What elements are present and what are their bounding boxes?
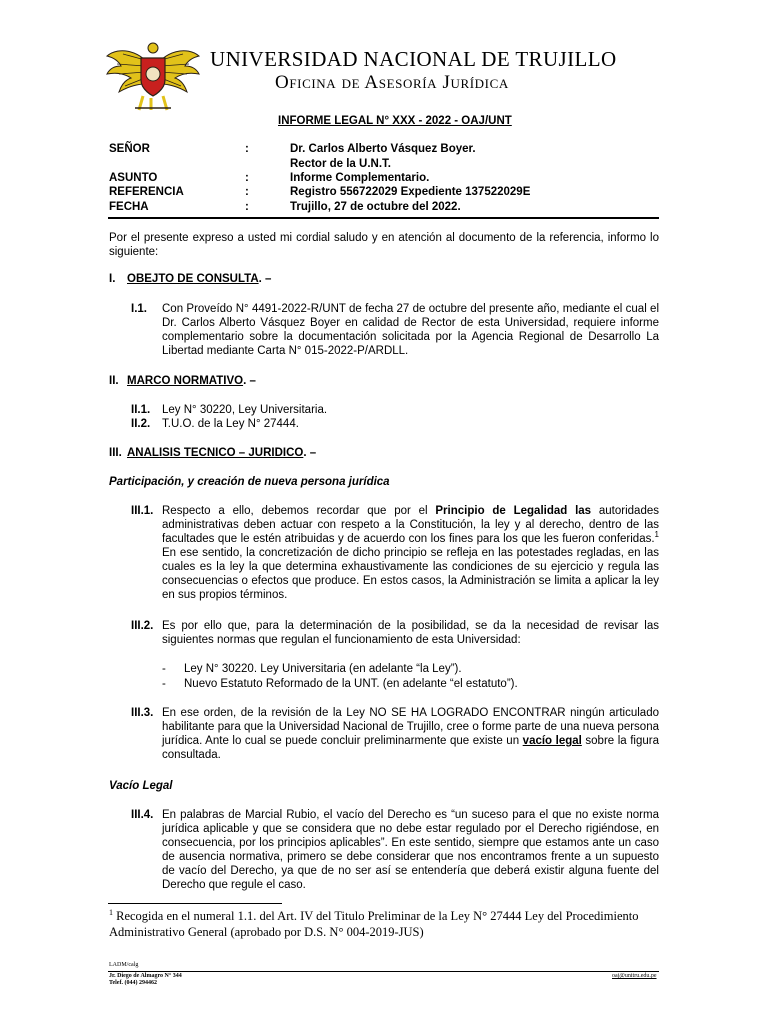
- paragraph-number: II.2.: [131, 418, 151, 430]
- footnote-ref: 1: [654, 530, 659, 540]
- paragraph-iii2: Es por ello que, para la determinación de la posibilidad, se da la necesidad de revisar las siguientes normas que regulan el funcionamiento de esta Universidad:: [162, 620, 659, 646]
- field-colon: :: [245, 186, 249, 198]
- section-title: OBEJTO DE CONSULTA: [127, 273, 259, 285]
- author-initials: LADM/calg: [109, 962, 139, 968]
- header-divider: [108, 217, 659, 219]
- field-value: Registro 556722029 Expediente 137522029E: [290, 186, 531, 198]
- document-title: INFORME LEGAL N° XXX - 2022 - OAJ/UNT: [278, 115, 512, 127]
- list-item: Nuevo Estatuto Reformado de la UNT. (en adelante “el estatuto”).: [184, 678, 518, 690]
- paragraph-number: III.1.: [131, 505, 154, 517]
- university-crest-icon: [105, 40, 201, 112]
- text-run: autoridades administrativas deben actuar con respeto a la Constitución, la ley y al derecho, dentro de las facultades que le estén atribuidas y de acuerdo con los fines para los que les fueron conferidas.: [162, 505, 659, 545]
- bullet-dash: -: [162, 663, 166, 675]
- text-run: sobre la figura consultada.: [162, 735, 659, 761]
- paragraph-number: III.2.: [131, 620, 154, 632]
- footer-email[interactable]: oaj@unitru.edu.pe: [612, 973, 657, 979]
- list-item: Ley N° 30220. Ley Universitaria (en adelante “la Ley”).: [184, 663, 462, 675]
- section-3-heading: [109, 446, 316, 460]
- field-colon: :: [245, 172, 249, 184]
- paragraph-i1: Con Proveído N° 4491-2022-R/UNT de fecha 27 de octubre del presente año, mediante el cual el Dr. Carlos Alberto Vásquez Boyer en calidad de Rector de esta Universidad, requiere informe complementario sobre la documentación solicitada por la Agencia Regional de Desarrollo La Libertad mediante Carta N° 015-2022-P/ARDLL.: [162, 303, 659, 357]
- field-label: REFERENCIA: [109, 186, 184, 198]
- section-suffix: . –: [243, 375, 256, 387]
- text-run: Respecto a ello, debemos recordar que por el: [162, 505, 428, 517]
- footnote-text: Recogida en el numeral 1.1. del Art. IV del Titulo Preliminar de la Ley N° 27444 Ley del Procedimiento Administrativo General (aprobado por D.S. N° 004-2019-JUS): [109, 909, 639, 939]
- footer-phone: Telef. (044) 294462: [109, 980, 157, 986]
- intro-paragraph: Por el presente expreso a usted mi cordial saludo y en atención al documento de la referencia, informo lo siguiente:: [109, 232, 659, 258]
- section-number: II.: [109, 375, 119, 387]
- footnote: [109, 908, 659, 940]
- text-run: En ese orden, de la revisión de la Ley NO SE HA LOGRADO ENCONTRAR ningún articulado habilitante para que la Universidad Nacional de Trujillo, cree o forme parte de una nueva persona jurídica. Ante lo cual se puede concluir preliminarmente que existe un: [162, 707, 659, 747]
- field-colon: :: [245, 201, 249, 213]
- legal-gap-term: vacío legal: [522, 735, 582, 747]
- section-2-heading: [109, 374, 256, 388]
- paragraph-iii3: [162, 706, 659, 762]
- paragraph-number: I.1.: [131, 303, 147, 315]
- field-value: Trujillo, 27 de octubre del 2022.: [290, 201, 461, 213]
- office-name: Oficina de Asesoría Jurídica: [275, 72, 509, 93]
- field-value: Rector de la U.N.T.: [290, 158, 391, 170]
- paragraph-number: III.4.: [131, 809, 154, 821]
- subheading-participacion: Participación, y creación de nueva persona jurídica: [109, 476, 390, 488]
- field-value: Dr. Carlos Alberto Vásquez Boyer.: [290, 143, 476, 155]
- footer-divider: [108, 971, 659, 972]
- section-suffix: . –: [258, 273, 272, 285]
- legality-principle: Principio de Legalidad las: [435, 505, 592, 517]
- paragraph-number: III.3.: [131, 707, 154, 719]
- footnote-mark: 1: [109, 907, 113, 917]
- text-run: En ese sentido, la concretización de dicho principio se refleja en las potestades regladas, en las cuales es la ley la que determina exhaustivamente las condiciones de su ejercicio y regula las consecuencias o efectos que produce. En estos casos, la Administración se limita a aplicar la ley en sus propios términos.: [162, 547, 659, 601]
- university-name: UNIVERSIDAD NACIONAL DE TRUJILLO: [210, 47, 617, 71]
- field-colon: :: [245, 143, 249, 155]
- section-title: ANALISIS TECNICO – JURIDICO: [127, 447, 304, 459]
- footnote-divider: [108, 903, 282, 904]
- field-label: FECHA: [109, 201, 149, 213]
- field-label: ASUNTO: [109, 172, 158, 184]
- section-title: MARCO NORMATIVO: [127, 375, 244, 387]
- section-1-heading: [109, 272, 271, 286]
- bullet-dash: -: [162, 678, 166, 690]
- norm-item: Ley N° 30220, Ley Universitaria.: [162, 404, 328, 416]
- paragraph-iii1: [162, 504, 659, 602]
- footer-address: Jr. Diego de Almagro N° 344: [109, 973, 182, 979]
- norm-item: T.U.O. de la Ley N° 27444.: [162, 418, 299, 430]
- paragraph-number: II.1.: [131, 404, 151, 416]
- section-number: III.: [109, 447, 122, 459]
- field-label: SEÑOR: [109, 143, 150, 155]
- section-number: I.: [109, 273, 116, 285]
- field-value: Informe Complementario.: [290, 172, 430, 184]
- subheading-vacio-legal: Vacío Legal: [109, 780, 173, 792]
- paragraph-iii4: En palabras de Marcial Rubio, el vacío del Derecho es “un suceso para el que no existe norma jurídica aplicable y que se considera que no debe estar regulado por el Derecho rigiéndose, en consecuencia, por los principios aplicables”. En este sentido, siempre que estamos ante un caso de ausencia normativa, primero se debe considerar que nos encontramos frente a un supuesto de vacío del Derecho, ya que de no ser así se entendería que deberá existir alguna fuente del Derecho que regule el caso.: [162, 809, 659, 891]
- section-suffix: . –: [303, 447, 317, 459]
